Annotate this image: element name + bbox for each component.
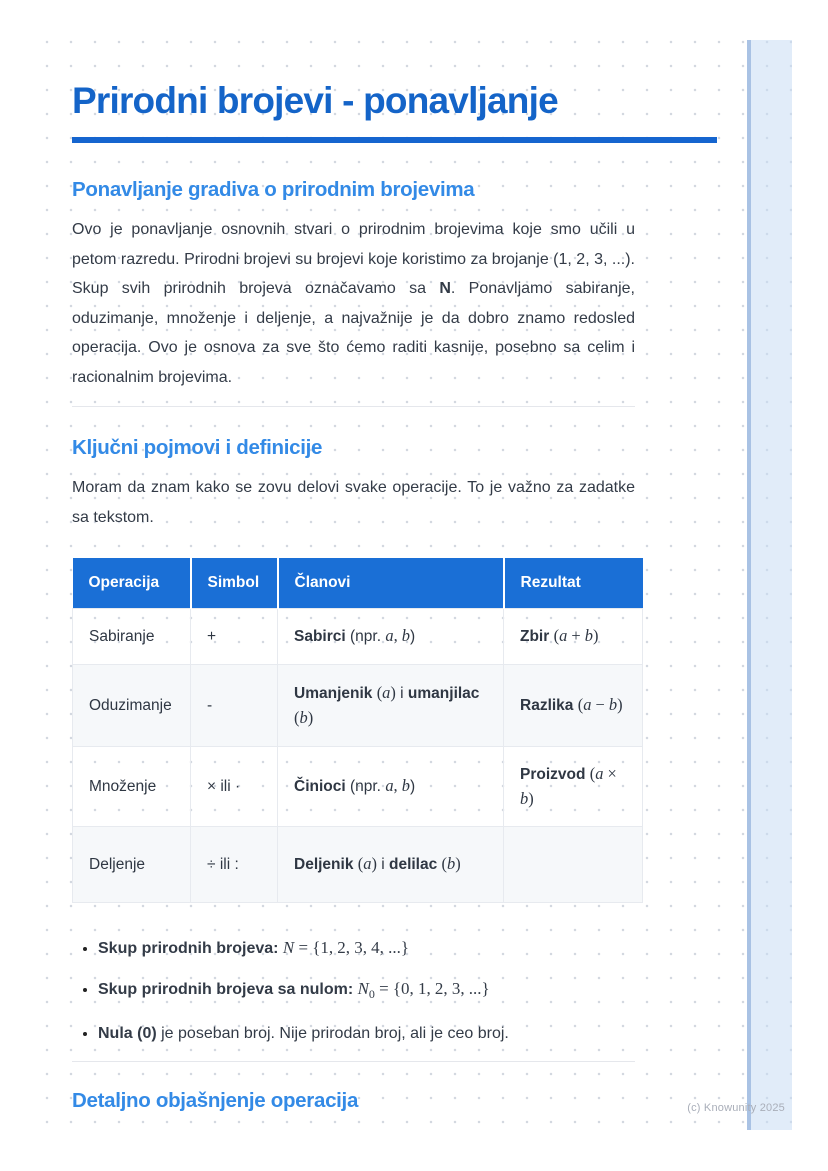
cell-operacija: Deljenje	[73, 827, 191, 903]
header-cell-operacija: Operacija	[73, 558, 191, 609]
section-divider	[72, 406, 635, 407]
key-facts-list	[72, 935, 717, 1047]
cell-rezultat	[504, 827, 643, 903]
pojmovi-paragraph: Moram da znam kako se zovu delovi svake operacije. To je važno za zadatke sa tekstom.	[72, 479, 635, 526]
table-row-oduzimanje	[73, 665, 643, 747]
table-row-deljenje	[73, 827, 643, 903]
cell-simbol: × ili ·	[191, 747, 278, 827]
cell-clanovi: Sabirci (npr. a, b)	[278, 609, 504, 665]
operations-table	[72, 558, 643, 903]
page-title: Prirodni brojevi - ponavljanje	[72, 80, 558, 121]
cell-rezultat: Proizvod (a × b)	[504, 747, 643, 827]
section-heading-detaljno: Detaljno objašnjenje operacija	[72, 1089, 359, 1113]
section-heading-pojmovi: Ključni pojmovi i definicije	[72, 436, 323, 459]
cell-clanovi: Umanjenik (a) i umanjilac (b)	[278, 665, 504, 747]
cell-rezultat: Razlika (a − b)	[504, 665, 643, 747]
document-page	[45, 40, 792, 1130]
notebook-margin-stripe	[747, 40, 792, 1130]
cell-clanovi: Deljenik (a) i delilac (b)	[278, 827, 504, 903]
cell-simbol: +	[191, 609, 278, 665]
list-item-nula: • Nula (0) je poseban broj. Nije prirodan broj, ali je ceo broj.	[98, 1021, 717, 1047]
table-row-sabiranje	[73, 609, 643, 665]
intro-paragraph: Ovo je ponavljanje osnovnih stvari o prirodnim brojevima koje smo učili u petom razredu. Prirodni brojevi su brojevi koje koristimo za brojanje (1, 2, 3, ...). Skup svih prirodnih brojeva označavamo sa N. Ponavljamo sabiranje, oduzimanje, množenje i deljenje, a najvažnije je da dobro znamo redosled operacija. Ovo je osnova za sve što ćemo raditi kasnije, posebno sa celim i racionalnim brojevima.	[72, 221, 635, 386]
cell-simbol: -	[191, 665, 278, 747]
header-cell-simbol: Simbol	[191, 558, 278, 609]
copyright-footer: (c) Knowunity 2025	[687, 1102, 785, 1114]
table-row-mnozenje	[73, 747, 643, 827]
list-item-skup-n0: • Skup prirodnih brojeva sa nulom: $N_0 = \{0$, 1, 2, 3, ...}	[98, 976, 717, 1007]
section-heading-ponavljanje: Ponavljanje gradiva o prirodnim brojevima	[72, 178, 475, 201]
section-divider	[72, 1061, 635, 1062]
cell-rezultat: Zbir (a + b)	[504, 609, 643, 665]
cell-operacija: Oduzimanje	[73, 665, 191, 747]
header-cell-rezultat: Rezultat	[504, 558, 643, 609]
cell-clanovi: Činioci (npr. a, b)	[278, 747, 504, 827]
title-rule	[72, 137, 717, 143]
cell-operacija: Sabiranje	[73, 609, 191, 665]
cell-simbol: ÷ ili :	[191, 827, 278, 903]
header-cell-clanovi: Članovi	[278, 558, 504, 609]
list-item-skup-n: • Skup prirodnih brojeva: N = {1, 2, 3, 4, ...}	[98, 935, 717, 962]
table-header-row	[73, 558, 643, 609]
document-content	[72, 78, 717, 1114]
cell-operacija: Množenje	[73, 747, 191, 827]
